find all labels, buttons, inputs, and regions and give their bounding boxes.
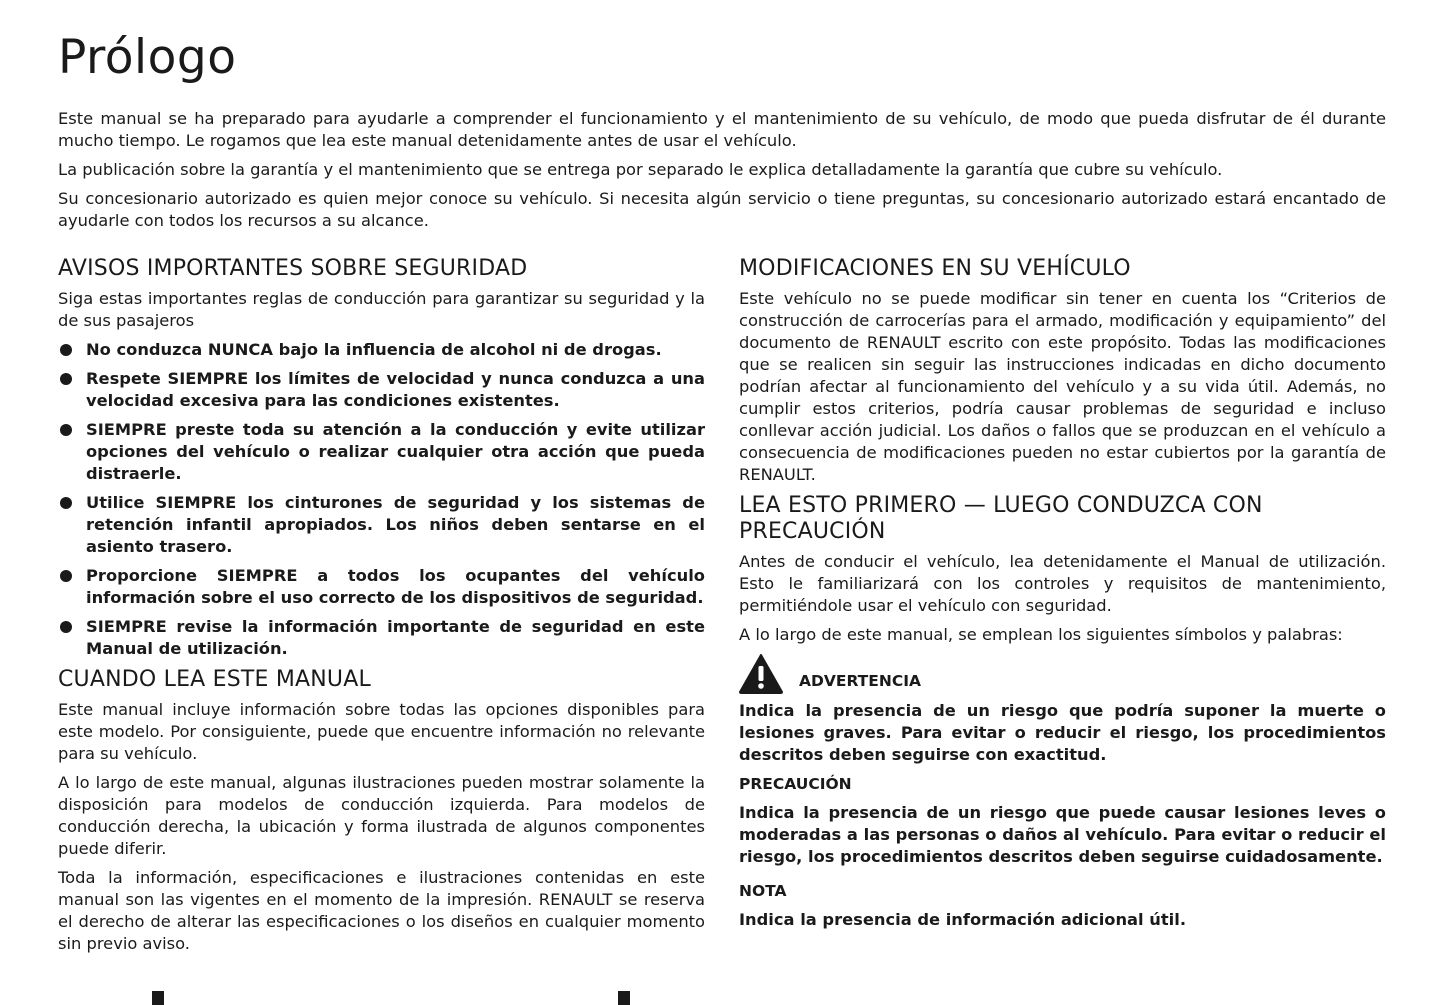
reading-paragraph: Toda la información, especificaciones e ilustraciones contenidas en este manual son las vigentes en el momento de la impresión. RENAULT se reserva el derecho de alterar las especificaciones o los diseños en cualquier momento sin previo aviso. (58, 868, 705, 953)
safety-rule: SIEMPRE revise la información importante de seguridad en este Manual de utilización. (58, 616, 705, 660)
reading-paragraph: Este manual incluye información sobre todas las opciones disponibles para este modelo. Por consiguiente, puede que encuentre información no relevante para su vehículo. (58, 700, 705, 763)
page-title: Prólogo (58, 30, 237, 85)
page-edge-mark (618, 991, 630, 1005)
safety-rule: SIEMPRE preste toda su atención a la conducción y evite utilizar opciones del vehículo o realizar cualquier otra acción que pueda distraerle. (58, 419, 705, 485)
read-first-paragraph: A lo largo de este manual, se emplean los siguientes símbolos y palabras: (739, 625, 1343, 644)
read-first-paragraph: Antes de conducir el vehículo, lea detenidamente el Manual de utilización. Esto le familiarizará con los controles y requisitos de mantenimiento, permitiéndole usar el vehículo con seguridad. (739, 552, 1386, 615)
warning-label: ADVERTENCIA (799, 672, 921, 690)
caution-text: Indica la presencia de un riesgo que puede causar lesiones leves o moderadas a las personas o daños al vehículo. Para evitar o reducir el riesgo, los procedimientos descritos deben seguirse cuidadosamente. (739, 803, 1386, 866)
modifications-heading: MODIFICACIONES EN SU VEHÍCULO (739, 256, 1131, 281)
safety-rule: No conduzca NUNCA bajo la influencia de alcohol ni de drogas. (58, 339, 705, 361)
reading-paragraph: A lo largo de este manual, algunas ilustraciones pueden mostrar solamente la disposición para modelos de conducción izquierda. Para modelos de conducción derecha, la ubicación y forma ilustrada de algunos componentes puede diferir. (58, 773, 705, 858)
warning-row (739, 654, 1386, 694)
warning-text: Indica la presencia de un riesgo que podría suponer la muerte o lesiones graves. Para evitar o reducir el riesgo, los procedimientos descritos deben seguirse con exactitud. (739, 701, 1386, 764)
safety-rule: Proporcione SIEMPRE a todos los ocupantes del vehículo información sobre el uso correcto de los dispositivos de seguridad. (58, 565, 705, 609)
safety-rule: Utilice SIEMPRE los cinturones de seguridad y los sistemas de retención infantil apropiados. Los niños deben sentarse en el asiento trasero. (58, 492, 705, 558)
warning-triangle-icon (739, 654, 783, 694)
note-text: Indica la presencia de información adicional útil. (739, 910, 1187, 929)
page-edge-mark (152, 991, 164, 1005)
caution-label: PRECAUCIÓN (739, 775, 852, 793)
safety-rule: Respete SIEMPRE los límites de velocidad y nunca conduzca a una velocidad excesiva para las condiciones existentes. (58, 368, 705, 412)
note-label: NOTA (739, 882, 787, 900)
intro-paragraph: Este manual se ha preparado para ayudarle a comprender el funcionamiento y el mantenimiento de su vehículo, de modo que pueda disfrutar de él durante mucho tiempo. Le rogamos que lea este manual detenidamente antes de usar el vehículo. (58, 109, 1386, 150)
left-column (58, 256, 705, 962)
intro-section (58, 108, 1386, 239)
intro-paragraph: Su concesionario autorizado es quien mejor conoce su vehículo. Si necesita algún servicio o tiene preguntas, su concesionario autorizado estará encantado de ayudarle con todos los recursos a su alcance. (58, 189, 1386, 230)
safety-heading: AVISOS IMPORTANTES SOBRE SEGURIDAD (58, 256, 528, 281)
intro-paragraph: La publicación sobre la garantía y el mantenimiento que se entrega por separado le explica detalladamente la garantía que cubre su vehículo. (58, 160, 1223, 179)
modifications-text: Este vehículo no se puede modificar sin tener en cuenta los “Criterios de construcción de carrocerías para el armado, modificación y equipamiento” del documento de RENAULT escrito con este propósito. Todas las modificaciones que se realicen sin seguir las instrucciones indicadas en dicho documento podrían afectar al funcionamiento del vehículo y a su vida útil. Además, no cumplir estos criterios, podría causar problemas de seguridad e incluso conllevar acción judicial. Los daños o fallos que se produzcan en el vehículo a consecuencia de modificaciones pueden no estar cubiertos por la garantía de RENAULT. (739, 289, 1386, 484)
safety-rules-list (58, 339, 705, 660)
safety-intro: Siga estas importantes reglas de conducción para garantizar su seguridad y la de sus pasajeros (58, 289, 705, 330)
read-first-heading: LEA ESTO PRIMERO — LUEGO CONDUZCA CON PRECAUCIÓN (739, 493, 1263, 544)
reading-heading: CUANDO LEA ESTE MANUAL (58, 667, 371, 692)
right-column (739, 256, 1386, 938)
